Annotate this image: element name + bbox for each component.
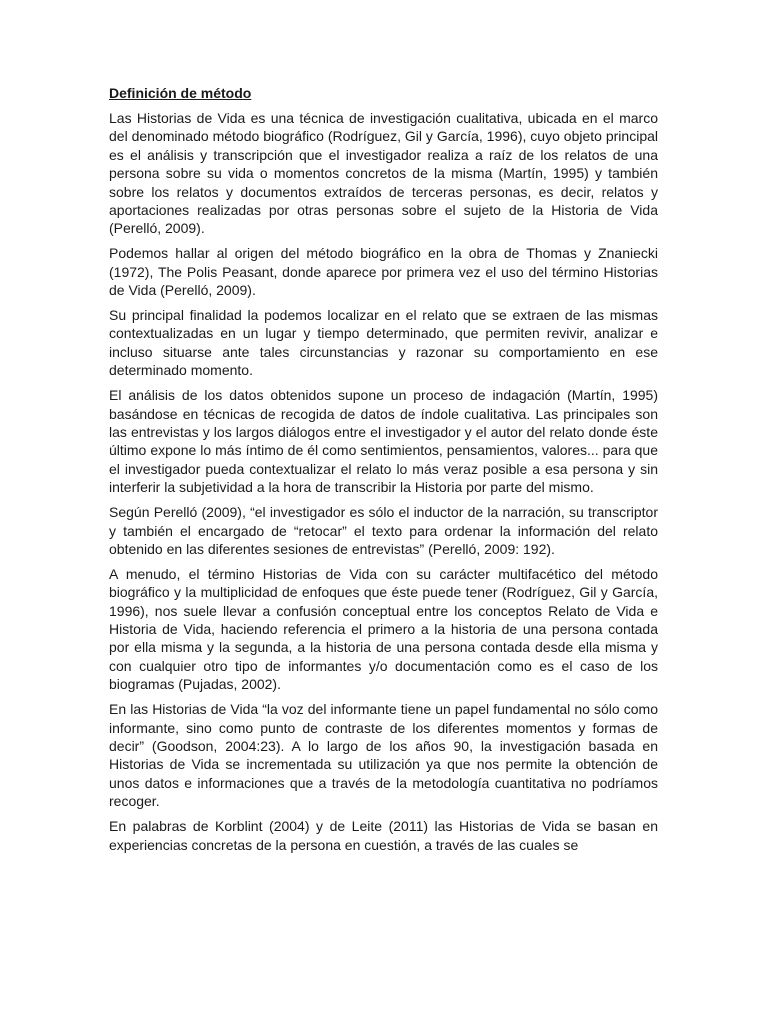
paragraph-1: Las Historias de Vida es una técnica de investigación cualitativa, ubicada en el marco del denominado método biográfico (Rodríguez, Gil y García, 1996), cuyo objeto principal es el análisis y transcripción que el investigador realiza a raíz de los relatos de una persona sobre su vida o momentos concretos de la misma (Martín, 1995) y también sobre los relatos y documentos extraídos de terceras personas, es decir, relatos y aportaciones realizadas por otras personas sobre el sujeto de la Historia de Vida (Perelló, 2009). [109,110,658,237]
paragraph-3: Su principal finalidad la podemos localizar en el relato que se extraen de las mismas contextualizadas en un lugar y tiempo determinado, que permiten revivir, analizar e incluso situarse ante tales circunstancias y razonar su comportamiento en ese determinado momento. [109,307,658,379]
paragraph-7: En las Historias de Vida “la voz del informante tiene un papel fundamental no sólo como informante, sino como punto de contraste de los diferentes momentos y formas de decir” (Goodson, 2004:23). A lo largo de los años 90, la investigación basada en Historias de Vida se incrementada su utilización ya que nos permite la obtención de unos datos e informaciones que a través de la metodología cuantitativa no podríamos recoger. [109,701,658,810]
paragraph-5: Según Perelló (2009), “el investigador es sólo el inductor de la narración, su transcriptor y también el encargado de “retocar” el texto para ordenar la información del relato obtenido en las diferentes sesiones de entrevistas” (Perelló, 2009: 192). [109,504,658,557]
section-heading: Definición de método [109,85,252,101]
paragraph-4: El análisis de los datos obtenidos supone un proceso de indagación (Martín, 1995) basándose en técnicas de recogida de datos de índole cualitativa. Las principales son las entrevistas y los largos diálogos entre el investigador y el autor del relato donde éste último expone lo más íntimo de él como sentimientos, pensamientos, valores... para que el investigador pueda contextualizar el relato lo más veraz posible a esa persona y sin interferir la subjetividad a la hora de transcribir la Historia por parte del mismo. [109,387,658,496]
paragraph-6: A menudo, el término Historias de Vida con su carácter multifacético del método biográfico y la multiplicidad de enfoques que éste puede tener (Rodríguez, Gil y García, 1996), nos suele llevar a confusión conceptual entre los conceptos Relato de Vida e Historia de Vida, haciendo referencia el primero a la historia de una persona contada por ella misma y la segunda, a la historia de una persona contada desde ella misma y con cualquier otro tipo de informantes y/o documentación como es el caso de los biogramas (Pujadas, 2002). [109,565,658,693]
document-page [109,84,658,860]
paragraph-2: Podemos hallar al origen del método biográfico en la obra de Thomas y Znaniecki (1972), The Polis Peasant, donde aparece por primera vez el uso del término Historias de Vida (Perelló, 2009). [109,245,658,299]
paragraph-8: En palabras de Korblint (2004) y de Leite (2011) las Historias de Vida se basan en experiencias concretas de la persona en cuestión, a través de las cuales se [109,818,658,853]
